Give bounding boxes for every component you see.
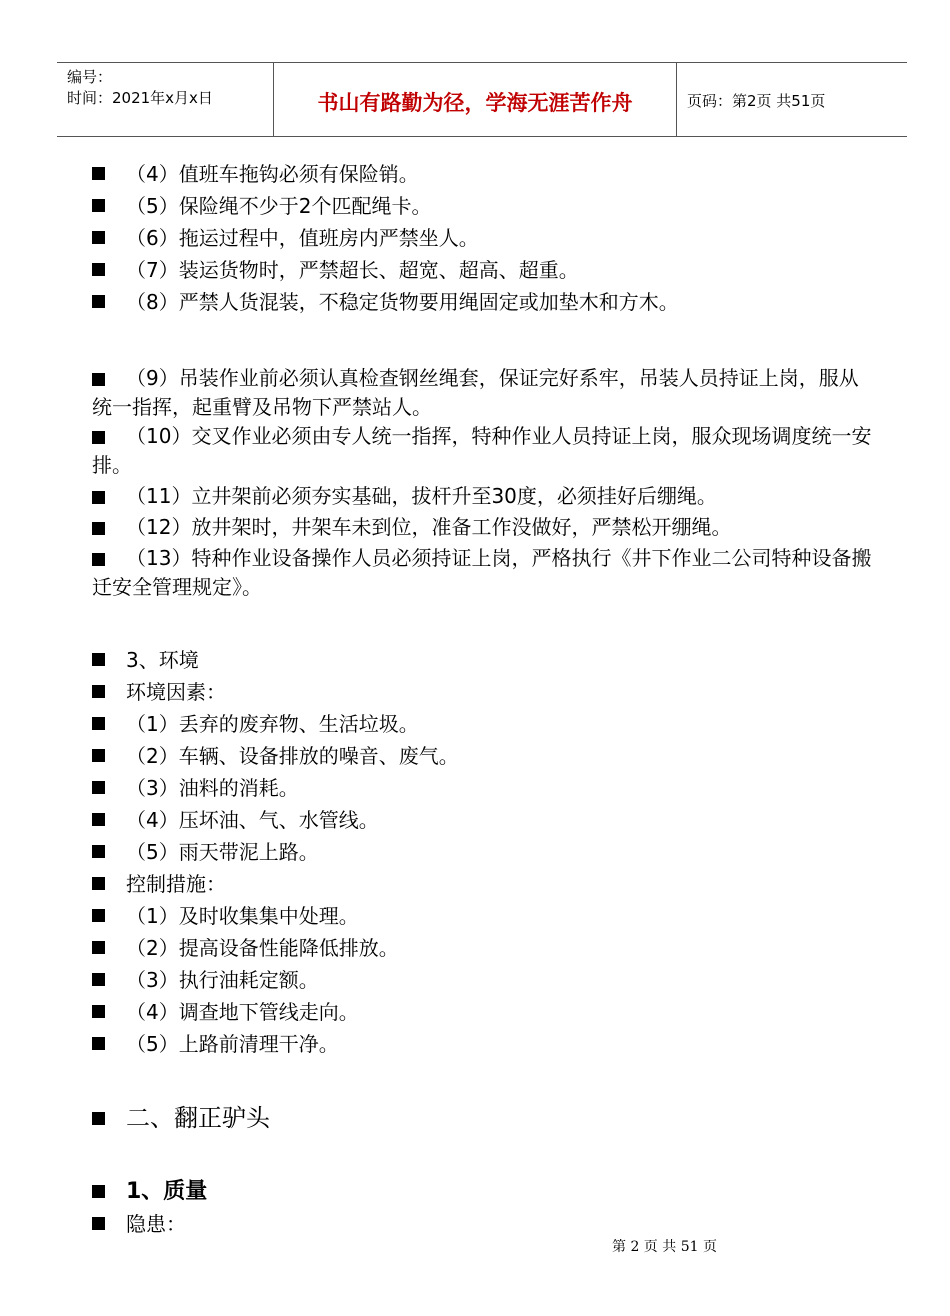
list-item: （5）上路前清理干净。 [92, 1028, 872, 1060]
number-label: 编号： [67, 68, 113, 86]
bullet-square-icon [92, 877, 105, 890]
bullet-square-icon [92, 1217, 105, 1230]
bullet-square-icon [92, 431, 105, 444]
bullet-square-icon [92, 167, 105, 180]
header-motto: 书山有路勤为径，学海无涯苦作舟 [317, 91, 633, 115]
list-item: （7）装运货物时，严禁超长、超宽、超高、超重。 [92, 254, 872, 286]
subsection-heading: 1、质量 [92, 1176, 872, 1208]
bullet-square-icon [92, 749, 105, 762]
document-body [92, 158, 872, 1240]
list-item: （5）保险绳不少于2个匹配绳卡。 [92, 190, 872, 222]
bullet-square-icon [92, 231, 105, 244]
bullet-square-icon [92, 973, 105, 986]
page-footer: 第 2 页 共 51 页 [612, 1239, 717, 1255]
time-label: 时间：2021年x月x日 [67, 89, 213, 107]
page-header [57, 62, 907, 137]
list-label: 环境因素： [92, 676, 872, 708]
list-item: （13）特种作业设备操作人员必须持证上岗，严格执行《井下作业二公司特种设备搬迁安全管理规定》。 [92, 546, 872, 599]
bullet-square-icon [92, 373, 105, 386]
list-item: （6）拖运过程中，值班房内严禁坐人。 [92, 222, 872, 254]
list-item: （3）油料的消耗。 [92, 772, 872, 804]
list-item: （4）调查地下管线走向。 [92, 996, 872, 1028]
header-page-number: 页码：第2页 共51页 [687, 92, 826, 110]
bullet-square-icon [92, 813, 105, 826]
list-item: （9）吊装作业前必须认真检查钢丝绳套，保证完好系牢，吊装人员持证上岗，服从统一指挥，起重臂及吊物下严禁站人。 [92, 366, 859, 419]
bullet-square-icon [92, 491, 105, 504]
bullet-square-icon [92, 909, 105, 922]
list-item: （4）值班车拖钩必须有保险销。 [92, 158, 872, 190]
bullet-square-icon [92, 781, 105, 794]
bullet-square-icon [92, 653, 105, 666]
bullet-square-icon [92, 685, 105, 698]
list-label: 控制措施： [92, 868, 872, 900]
bullet-square-icon [92, 941, 105, 954]
list-item: （5）雨天带泥上路。 [92, 836, 872, 868]
bullet-square-icon [92, 295, 105, 308]
list-item: （1）及时收集集中处理。 [92, 900, 872, 932]
list-label: 隐患： [92, 1208, 872, 1240]
section-heading: 二、翻正驴头 [92, 1100, 872, 1136]
bullet-square-icon [92, 1005, 105, 1018]
bullet-square-icon [92, 717, 105, 730]
list-item: （8）严禁人货混装，不稳定货物要用绳固定或加垫木和方木。 [92, 286, 872, 318]
header-meta [67, 67, 213, 109]
list-item: （12）放井架时，井架车未到位，准备工作没做好，严禁松开绷绳。 [92, 513, 872, 542]
bullet-square-icon [92, 553, 105, 566]
bullet-square-icon [92, 522, 105, 535]
header-divider [676, 63, 677, 136]
list-item: （11）立井架前必须夯实基础，拔杆升至30度，必须挂好后绷绳。 [92, 482, 872, 511]
bullet-square-icon [92, 263, 105, 276]
list-item: （10）交叉作业必须由专人统一指挥，特种作业人员持证上岗，服众现场调度统一安排。 [92, 424, 872, 477]
bullet-square-icon [92, 1037, 105, 1050]
bullet-square-icon [92, 1185, 105, 1198]
section-heading: 3、环境 [92, 644, 872, 676]
list-item: （2）提高设备性能降低排放。 [92, 932, 872, 964]
bullet-square-icon [92, 199, 105, 212]
bullet-square-icon [92, 1112, 105, 1125]
list-item: （1）丢弃的废弃物、生活垃圾。 [92, 708, 872, 740]
bullet-square-icon [92, 845, 105, 858]
list-item: （3）执行油耗定额。 [92, 964, 872, 996]
list-item: （4）压坏油、气、水管线。 [92, 804, 872, 836]
list-item: （2）车辆、设备排放的噪音、废气。 [92, 740, 872, 772]
